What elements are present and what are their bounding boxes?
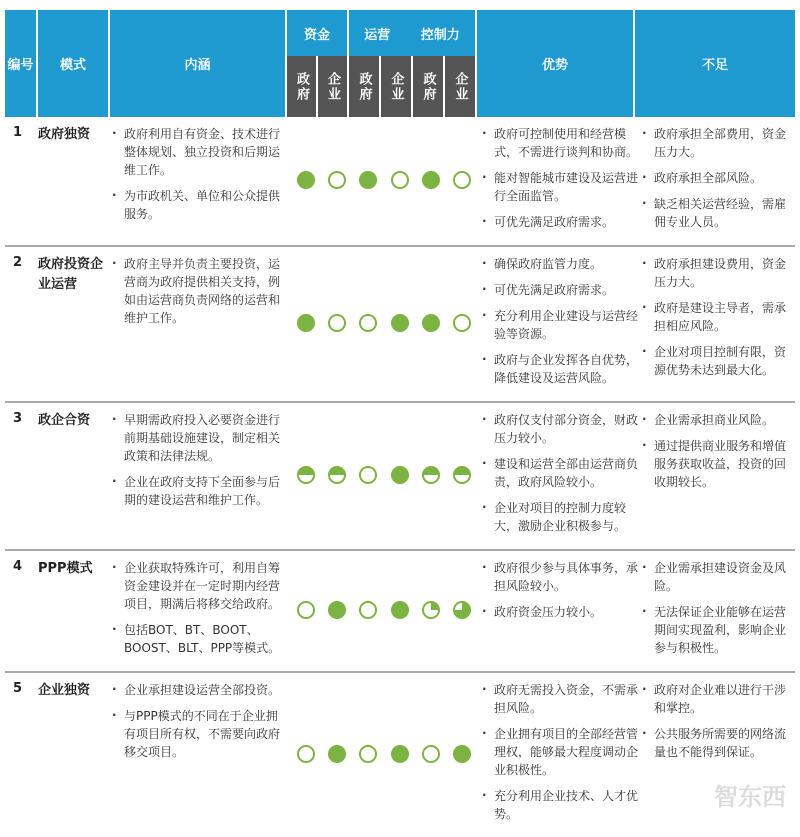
row-mode: 政府独资 — [38, 127, 91, 142]
rating-circle-icon — [390, 600, 410, 624]
rating-circle-icon — [421, 465, 441, 489]
rating-circle-icon — [421, 170, 441, 194]
disadvantages-cell — [640, 255, 795, 395]
definition-cell — [110, 125, 288, 239]
rating-circle-icon — [390, 170, 410, 194]
rating-cell — [288, 559, 480, 665]
table-row — [5, 403, 795, 551]
rating-circle-icon — [358, 600, 378, 624]
advantages-cell — [480, 681, 640, 831]
advantages-item: · 可优先满足政府需求。 — [480, 213, 640, 231]
row-number: 1 — [13, 125, 23, 140]
header-disadvantages: 不足 — [635, 10, 795, 117]
rating-circle-icon — [296, 600, 316, 624]
header-mode: 模式 — [38, 10, 110, 117]
rating-circle-icon — [452, 170, 472, 194]
rating-circle-icon — [296, 744, 316, 768]
disadvantages-item: · 企业需承担商业风险。 — [640, 411, 795, 429]
advantages-item: · 建设和运营全部由运营商负责，政府风险较小。 — [480, 455, 640, 491]
definition-item: · 政府主导并负责主要投资，运营商为政府提供相关支持，例如由运营商负责网络的运营和维护工作。 — [110, 255, 288, 327]
advantages-item: · 政府资金压力较小。 — [480, 603, 640, 621]
table-row — [5, 551, 795, 673]
advantages-item: · 政府可控制使用和经营模式，不需进行谈判和协商。 — [480, 125, 640, 161]
table-header — [5, 10, 795, 117]
disadvantages-item: · 通过提供商业服务和增值服务获取收益，投资的回收期较长。 — [640, 437, 795, 491]
rating-circle-icon — [390, 744, 410, 768]
header-sub: 政府 — [349, 56, 381, 117]
watermark-logo: 智东西 — [714, 783, 786, 811]
definition-cell — [110, 559, 288, 665]
row-mode: 政企合资 — [38, 413, 91, 428]
table-body — [5, 117, 795, 837]
disadvantages-cell — [640, 411, 795, 543]
advantages-cell — [480, 125, 640, 239]
header-sub: 企业 — [445, 56, 475, 117]
advantages-cell — [480, 255, 640, 395]
rating-circle-icon — [421, 600, 441, 624]
disadvantages-item: · 政府承担全部风险。 — [640, 169, 795, 187]
disadvantages-cell — [640, 125, 795, 239]
row-number: 4 — [13, 559, 23, 574]
header-group-funding — [287, 10, 349, 117]
table-row — [5, 247, 795, 403]
disadvantages-item: · 企业需承担建设资金及风险。 — [640, 559, 795, 595]
row-number: 5 — [13, 681, 23, 696]
rating-cell — [288, 255, 480, 395]
advantages-item: · 可优先满足政府需求。 — [480, 281, 640, 299]
definition-item: · 早期需政府投入必要资金进行前期基础设施建设，制定相关政策和法律法规。 — [110, 411, 288, 465]
advantages-item: · 政府仅支付部分资金，财政压力较小。 — [480, 411, 640, 447]
definition-item: · 与PPP模式的不同在于企业拥有项目所有权，不需要向政府移交项目。 — [110, 707, 288, 761]
header-group-ops-control — [349, 10, 477, 117]
rating-circle-icon — [452, 744, 472, 768]
rating-cell — [288, 125, 480, 239]
rating-circle-icon — [327, 744, 347, 768]
rating-circle-icon — [327, 600, 347, 624]
advantages-item: · 政府很少参与具体事务，承担风险较小。 — [480, 559, 640, 595]
advantages-item: · 充分利用企业技术、人才优势。 — [480, 787, 640, 823]
definition-item: · 政府利用自有资金、技术进行整体规划、独立投资和后期运维工作。 — [110, 125, 288, 179]
rating-circle-icon — [296, 313, 316, 337]
header-definition: 内涵 — [110, 10, 287, 117]
advantages-item: · 政府与企业发挥各自优势，降低建设及运营风险。 — [480, 351, 640, 387]
rating-circle-icon — [327, 170, 347, 194]
row-number: 3 — [13, 411, 23, 426]
rating-circle-icon — [327, 465, 347, 489]
definition-item: · 企业承担建设运营全部投资。 — [110, 681, 288, 699]
advantages-item: · 企业拥有项目的全部经营管理权，能够最大程度调动企业积极性。 — [480, 725, 640, 779]
rating-circle-icon — [452, 465, 472, 489]
advantages-item: · 充分利用企业建设与运营经验等资源。 — [480, 307, 640, 343]
rating-circle-icon — [358, 744, 378, 768]
disadvantages-cell — [640, 559, 795, 665]
header-control: 控制力 — [420, 27, 460, 43]
advantages-cell — [480, 559, 640, 665]
rating-cell — [288, 681, 480, 831]
rating-circle-icon — [296, 170, 316, 194]
definition-cell — [110, 681, 288, 831]
row-mode: 政府投资企业运营 — [38, 257, 104, 292]
rating-cell — [288, 411, 480, 543]
definition-item: · 企业在政府支持下全面参与后期的建设运营和维护工作。 — [110, 473, 288, 509]
definition-item: · 包括BOT、BT、BOOT、BOOST、BLT、PPP等模式。 — [110, 621, 288, 657]
rating-circle-icon — [452, 313, 472, 337]
header-advantages: 优势 — [477, 10, 635, 117]
header-sub: 政府 — [413, 56, 445, 117]
rating-circle-icon — [296, 465, 316, 489]
header-sub: 企业 — [318, 56, 347, 117]
rating-circle-icon — [327, 313, 347, 337]
advantages-item: · 确保政府监管力度。 — [480, 255, 640, 273]
disadvantages-item: · 企业对项目控制有限，资源优势未达到最大化。 — [640, 343, 795, 379]
definition-item: · 企业获取特殊许可，利用自筹资金建设并在一定时期内经营项目，期满后将移交给政府。 — [110, 559, 288, 613]
advantages-item: · 能对智能城市建设及运营进行全面监管。 — [480, 169, 640, 205]
definition-item: · 为市政机关、单位和公众提供服务。 — [110, 187, 288, 223]
row-mode: 企业独资 — [38, 683, 91, 698]
disadvantages-item: · 政府承担建设费用，资金压力大。 — [640, 255, 795, 291]
disadvantages-item: · 政府承担全部费用，资金压力大。 — [640, 125, 795, 161]
rating-circle-icon — [358, 170, 378, 194]
disadvantages-item: · 缺乏相关运营经验，需雇佣专业人员。 — [640, 195, 795, 231]
rating-circle-icon — [421, 744, 441, 768]
rating-circle-icon — [421, 313, 441, 337]
disadvantages-item: · 政府是建设主导者，需承担相应风险。 — [640, 299, 795, 335]
header-no: 编号 — [5, 10, 38, 117]
rating-circle-icon — [390, 313, 410, 337]
header-sub: 政府 — [287, 56, 318, 117]
table-row — [5, 117, 795, 247]
rating-circle-icon — [358, 465, 378, 489]
definition-cell — [110, 255, 288, 395]
header-funding: 资金 — [303, 27, 330, 43]
table-row — [5, 673, 795, 837]
disadvantages-item: · 无法保证企业能够在运营期间实现盈利，影响企业参与积极性。 — [640, 603, 795, 657]
rating-circle-icon — [358, 313, 378, 337]
row-number: 2 — [13, 255, 23, 270]
header-operation: 运营 — [364, 27, 391, 43]
advantages-item: · 企业对项目的控制力度较大，激励企业积极参与。 — [480, 499, 640, 535]
row-mode: PPP模式 — [38, 561, 93, 576]
rating-circle-icon — [390, 465, 410, 489]
rating-circle-icon — [452, 600, 472, 624]
advantages-cell — [480, 411, 640, 543]
header-sub: 企业 — [381, 56, 413, 117]
advantages-item: · 政府无需投入资金，不需承担风险。 — [480, 681, 640, 717]
definition-cell — [110, 411, 288, 543]
disadvantages-item: · 政府对企业难以进行干涉和掌控。 — [640, 681, 795, 717]
disadvantages-item: · 公共服务所需要的网络流量也不能得到保证。 — [640, 725, 795, 761]
